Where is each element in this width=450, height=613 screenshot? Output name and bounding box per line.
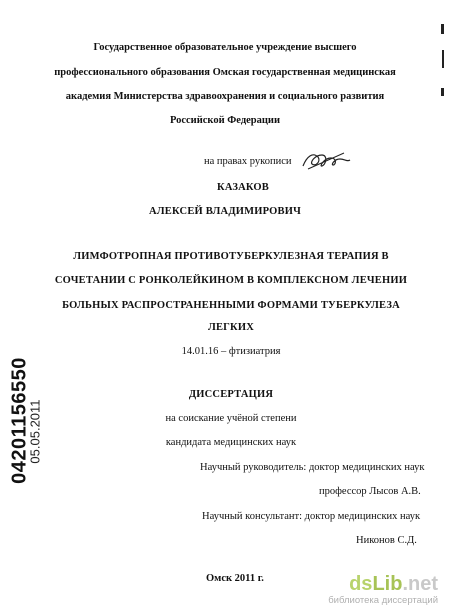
scan-edge-mark [441,24,444,34]
author-given-names: АЛЕКСЕЙ ВЛАДИМИРОВИЧ [148,206,301,217]
dslib-subtitle: библиотека диссертаций [328,595,438,606]
institution-line-4: Российской Федерации [169,115,281,126]
specialty-code: 14.01.16 – фтизиатрия [181,346,281,357]
title-line-3: БОЛЬНЫХ РАСПРОСТРАНЕННЫМИ ФОРМАМИ ТУБЕРКУЛЕЗА [62,300,400,311]
dslib-watermark [328,573,438,607]
library-barcode-date: 05.05.2011 [27,399,43,464]
supervisor-name: профессор Лысов А.В. [319,486,421,497]
dslib-logo: dsLib.net [349,573,438,595]
place-year: Омск 2011 г. [206,573,264,584]
author-surname: КАЗАКОВ [217,182,269,193]
title-line-2: СОЧЕТАНИИ С РОНКОЛЕЙКИНОМ В КОМПЛЕКСНОМ ЛЕЧЕНИИ [54,275,408,286]
consultant-name: Никонов С.Д. [356,535,417,546]
title-line-1: ЛИМФОТРОПНАЯ ПРОТИВОТУБЕРКУЛЕЗНАЯ ТЕРАПИЯ В [73,251,389,262]
library-barcode-number: 04201156550 [8,357,31,484]
degree-line-1: на соискание учёной степени [165,413,297,424]
institution-line-2: профессионального образования Омская государственная медицинская [54,67,396,78]
degree-line-2: кандидата медицинских наук [165,437,297,448]
handwritten-signature [300,147,352,173]
title-line-4: ЛЕГКИХ [207,322,255,333]
consultant-label: Научный консультант: доктор медицинских наук [202,511,421,522]
supervisor-label: Научный руководитель: доктор медицинских наук [200,462,425,473]
institution-line-3: академия Министерства здравоохранения и социального развития [65,91,385,102]
work-type: ДИССЕРТАЦИЯ [188,389,274,400]
manuscript-note: на правах рукописи [204,156,292,167]
institution-line-1: Государственное образовательное учреждение высшего [93,42,357,53]
